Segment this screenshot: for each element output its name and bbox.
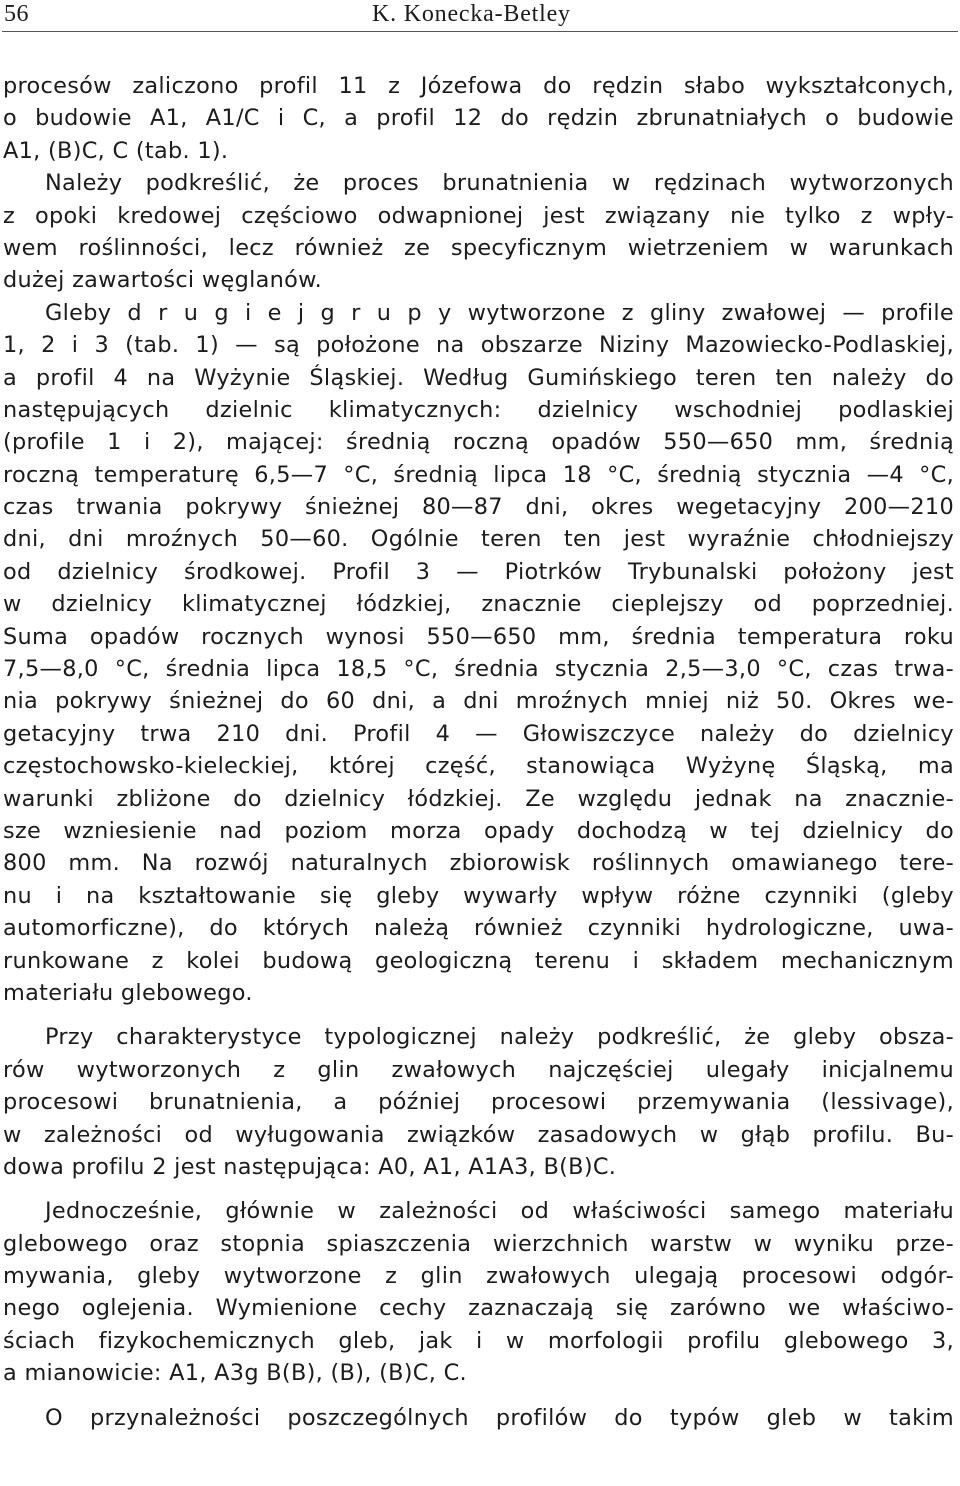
text-line: (profile 1 i 2), mającej: średnią roczną opadów 550—650 mm, średnią [3, 429, 954, 456]
text-line: A1, (B)C, C (tab. 1). [3, 137, 229, 164]
text-line: Przy charakterystyce typologicznej należy podkreślić, że gleby obsza- [45, 1024, 954, 1051]
text-line: getacyjny trwa 210 dni. Profil 4 — Głowiszczyce należy do dzielnicy [3, 720, 954, 747]
text-line: Należy podkreślić, że proces brunatnienia w rędzinach wytworzonych [45, 170, 954, 197]
text-line: Suma opadów rocznych wynosi 550—650 mm, średnia temperatura roku [3, 623, 954, 650]
text-line: dni, dni mroźnych 50—60. Ogólnie teren ten jest wyraźnie chłodniejszy [3, 526, 954, 553]
text-line: sze wzniesienie nad poziom morza opady dochodzą w tej dzielnicy do [3, 817, 954, 844]
text-line: o budowie A1, A1/C i C, a profil 12 do rędzin zbrunatniałych o budowie [3, 105, 954, 132]
text-line: częstochowsko-kieleckiej, której część, stanowiąca Wyżynę Śląską, ma [3, 753, 954, 780]
paragraph-gap [3, 1009, 954, 1021]
text-line: dowa profilu 2 jest następująca: A0, A1, A1A3, B(B)C. [3, 1153, 617, 1180]
text-line: czas trwania pokrywy śnieżnej 80—87 dni, okres wegetacyjny 200—210 [3, 494, 954, 521]
text-line: rów wytworzonych z glin zwałowych najczęściej ulegały inicjalnemu [3, 1056, 954, 1083]
page-header [2, 0, 958, 34]
text-line: w zależności od wyługowania związków zasadowych w głąb profilu. Bu- [3, 1121, 954, 1148]
text-line: a profil 4 na Wyżynie Śląskiej. Według Gumińskiego teren ten należy do [3, 364, 954, 391]
text-line: nia pokrywy śnieżnej do 60 dni, a dni mroźnych mniej niż 50. Okres we- [3, 688, 954, 715]
text-line: dużej zawartości węglanów. [3, 267, 323, 294]
text-line: warunki zbliżone do dzielnicy łódzkiej. Ze względu jednak na znacznie- [3, 785, 954, 812]
page-number: 56 [4, 1, 29, 27]
text-line: mywania, gleby wytworzone z glin zwałowych ulegają procesowi odgór- [3, 1263, 954, 1290]
text-line: od dzielnicy środkowej. Profil 3 — Piotrków Trybunalski położony jest [3, 558, 954, 585]
text-line: roczną temperaturę 6,5—7 °C, średnią lipca 18 °C, średnią stycznia —4 °C, [3, 461, 954, 488]
text-line: runkowane z kolei budową geologiczną terenu i składem mechanicznym [3, 947, 954, 974]
text-line: a mianowicie: A1, A3g B(B), (B), (B)C, C. [3, 1360, 467, 1387]
text-line: procesów zaliczono profil 11 z Józefowa do rędzin słabo wykształconych, [3, 73, 954, 99]
text-line: w dzielnicy klimatycznej łódzkiej, znacznie cieplejszy od poprzedniej. [3, 591, 954, 618]
text-line: następujących dzielnic klimatycznych: dzielnicy wschodniej podlaskiej [3, 396, 954, 423]
text-line: 7,5—8,0 °C, średnia lipca 18,5 °C, średnia stycznia 2,5—3,0 °C, czas trwa- [3, 656, 954, 683]
text-line: procesowi brunatnienia, a później procesowi przemywania (lessivage), [3, 1089, 954, 1116]
paragraph-gap [3, 1390, 954, 1402]
text-line: 1, 2 i 3 (tab. 1) — są położone na obszarze Niziny Mazowiecko-Podlaskiej, [3, 332, 954, 359]
text-line: wem roślinności, lecz również ze specyficznym wietrzeniem w warunkach [3, 234, 954, 261]
text-line: materiału glebowego. [3, 979, 253, 1006]
text-line: glebowego oraz stopnia spiaszczenia wierzchnich warstw w wyniku prze- [3, 1230, 954, 1257]
running-title: K. Konecka-Betley [372, 1, 571, 27]
body-text [3, 70, 954, 1434]
text-line: nego oglejenia. Wymienione cechy zaznaczają się zarówno we właściwo- [3, 1295, 954, 1322]
header-rule [2, 31, 958, 32]
text-line: ściach fizykochemicznych gleb, jak i w morfologii profilu glebowego 3, [3, 1327, 954, 1354]
paragraph-gap [3, 1183, 954, 1195]
text-line: z opoki kredowej częściowo odwapnionej jest związany nie tylko z wpły- [3, 202, 954, 229]
text-line: Gleby d r u g i e j g r u p y wytworzone z gliny zwałowej — profile [45, 299, 954, 326]
text-line: O przynależności poszczególnych profilów do typów gleb w takim [45, 1404, 954, 1431]
text-line: automorficzne), do których należą również czynniki hydrologiczne, uwa- [3, 915, 954, 942]
text-line: nu i na kształtowanie się gleby wywarły wpływ różne czynniki (gleby [3, 882, 954, 909]
text-line: 800 mm. Na rozwój naturalnych zbiorowisk roślinnych omawianego tere- [3, 850, 954, 877]
text-line: Jednocześnie, głównie w zależności od właściwości samego materiału [45, 1198, 954, 1225]
